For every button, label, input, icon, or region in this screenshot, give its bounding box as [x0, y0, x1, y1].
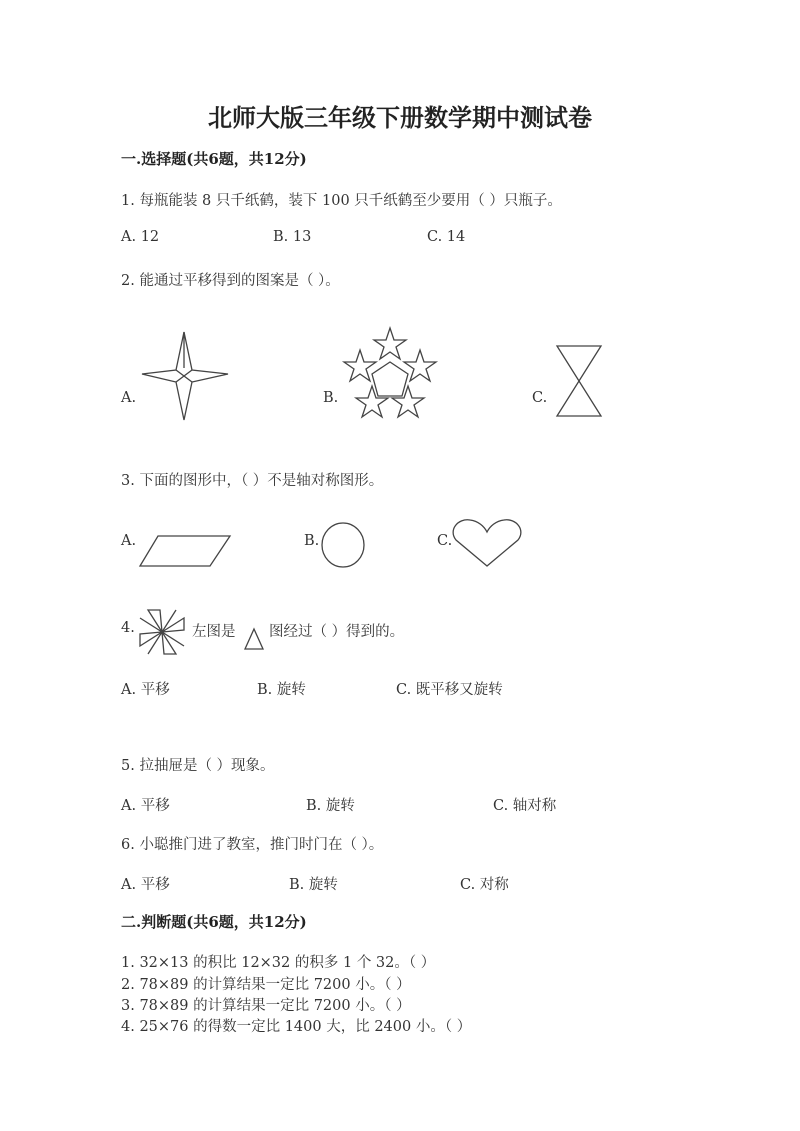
judge-item-4: 4. 25×76 的得数一定比 1400 大，比 2400 小。（ ） [121, 1019, 472, 1035]
section-heading-judge: 二.判断题(共6题，共12分) [121, 913, 307, 931]
question-2-option-a-label: A. [121, 390, 137, 406]
question-1-option-c: C. 14 [427, 229, 466, 245]
question-2-option-c-label: C. [532, 390, 548, 406]
question-4-text-mid: 左图是 [192, 624, 236, 640]
question-6-option-c: C. 对称 [460, 877, 509, 893]
judge-item-3: 3. 78×89 的计算结果一定比 7200 小。（ ） [121, 998, 411, 1014]
question-1-option-b: B. 13 [273, 229, 312, 245]
question-5-option-b: B. 旋转 [306, 798, 355, 814]
question-5-option-a: A. 平移 [121, 798, 170, 814]
question-6-option-a: A. 平移 [121, 877, 170, 893]
pinwheel-figure [138, 608, 186, 656]
question-2-option-b-label: B. [323, 390, 339, 406]
question-3-text: 3. 下面的图形中，（ ）不是轴对称图形。 [121, 473, 384, 489]
small-triangle-figure [243, 627, 265, 651]
question-1-option-a: A. 12 [121, 229, 160, 245]
section-heading-choice: 一.选择题(共6题，共12分) [121, 150, 307, 168]
hourglass-triangles-figure [555, 344, 603, 418]
question-4-text-end: 图经过（ ）得到的。 [269, 624, 405, 640]
question-2-text: 2. 能通过平移得到的图案是（ ）。 [121, 273, 340, 289]
heart-figure [452, 518, 522, 568]
question-4-number: 4. [121, 620, 135, 636]
question-4-option-c: C. 既平移又旋转 [396, 682, 503, 698]
question-6-option-b: B. 旋转 [289, 877, 338, 893]
question-3-option-c-label: C. [437, 533, 453, 549]
five-stars-figure [342, 326, 438, 420]
question-4-option-b: B. 旋转 [257, 682, 306, 698]
question-1-text: 1. 每瓶能装 8 只千纸鹤，装下 100 只千纸鹤至少要用（ ）只瓶子。 [121, 193, 562, 209]
question-3-option-a-label: A. [121, 533, 137, 549]
judge-item-2: 2. 78×89 的计算结果一定比 7200 小。（ ） [121, 977, 411, 993]
circle-figure [320, 521, 366, 569]
four-point-star-figure [140, 330, 230, 422]
question-6-text: 6. 小聪推门进了教室，推门时门在（ ）。 [121, 837, 384, 853]
question-4-option-a: A. 平移 [121, 682, 170, 698]
question-5-text: 5. 拉抽屉是（ ）现象。 [121, 758, 275, 774]
page-title: 北师大版三年级下册数学期中测试卷 [208, 103, 592, 132]
parallelogram-figure [138, 534, 232, 568]
question-3-option-b-label: B. [304, 533, 320, 549]
judge-item-1: 1. 32×13 的积比 12×32 的积多 1 个 32。（ ） [121, 955, 436, 971]
question-5-option-c: C. 轴对称 [493, 798, 557, 814]
